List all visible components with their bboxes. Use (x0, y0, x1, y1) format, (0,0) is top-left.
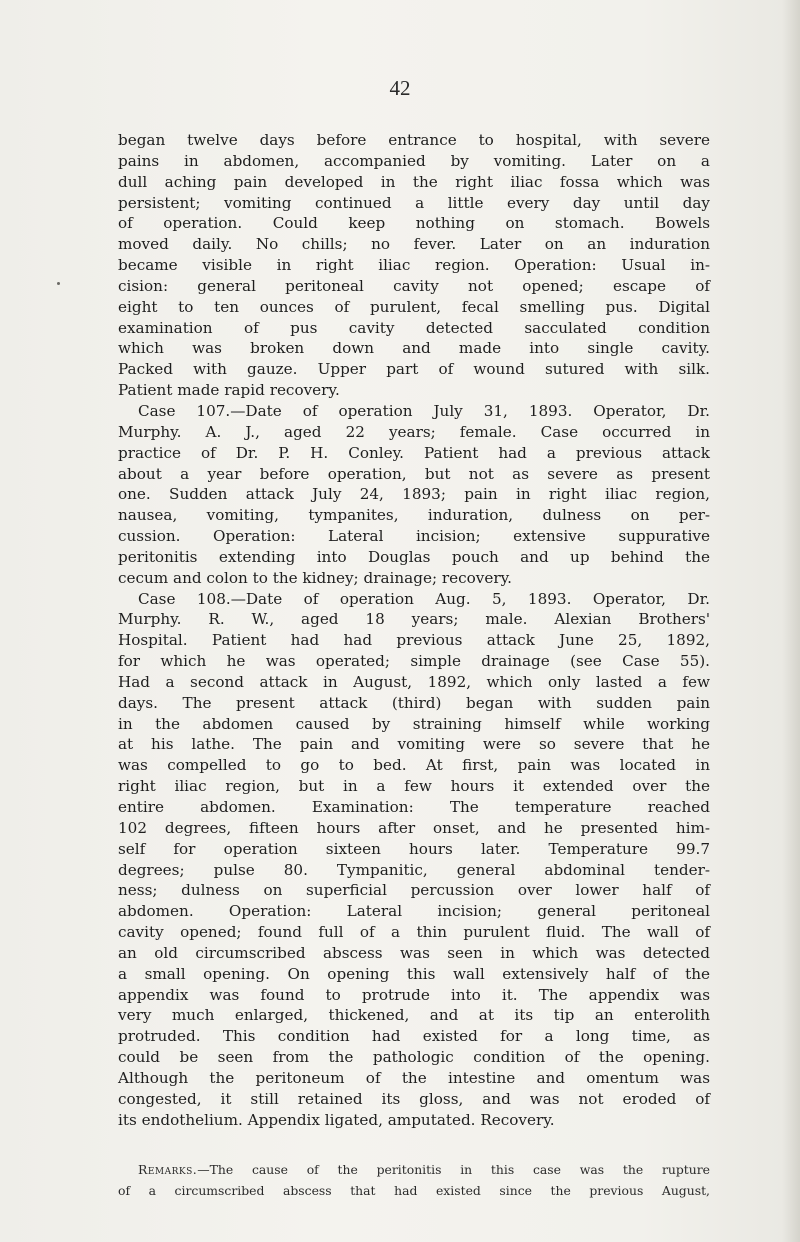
remarks-line-1 (118, 1159, 710, 1180)
text-line: could be seen from the pathologic condition of the opening. (118, 1048, 710, 1067)
text-line: a small opening. On opening this wall extensively half of the (118, 964, 710, 983)
text-line: Hospital. Patient had had previous attack June 25, 1892, (118, 631, 710, 650)
text-line: ness; dulness on superficial percussion over lower half of (118, 881, 710, 900)
text-line: persistent; vomiting continued a little every day until day (118, 193, 710, 212)
text-line: entire abdomen. Examination: The temperature reached (118, 798, 710, 816)
text-line: dull aching pain developed in the right iliac fossa which was (118, 172, 710, 191)
text-line: appendix was found to protrude into it. The appendix was (118, 985, 710, 1004)
text-line: one. Sudden attack July 24, 1893; pain in right iliac region, (118, 485, 710, 504)
text-line: cavity opened; found full of a thin purulent fluid. The wall of (118, 923, 710, 942)
text-line: about a year before operation, but not as severe as present (118, 464, 710, 483)
text-line: became visible in right iliac region. Operation: Usual in- (118, 256, 710, 275)
text-line: cussion. Operation: Lateral incision; extensive suppurative (118, 527, 710, 546)
text-line: Packed with gauze. Upper part of wound sutured with silk. (118, 360, 710, 379)
text-line: at his lathe. The pain and vomiting were so severe that he (118, 735, 710, 754)
text-line: degrees; pulse 80. Tympanitic, general abdominal tender- (118, 860, 710, 879)
text-line: Had a second attack in August, 1892, which only lasted a few (118, 672, 710, 691)
text-line: practice of Dr. P. H. Conley. Patient had a previous attack (118, 443, 710, 462)
text-line: for which he was operated; simple drainage (see Case 55). (118, 652, 710, 671)
text-line: right iliac region, but in a few hours it extended over the (118, 777, 710, 796)
text-line: congested, it still retained its gloss, and was not eroded of (118, 1089, 710, 1108)
text-line: cision: general peritoneal cavity not opened; escape of (118, 276, 710, 295)
text-line: an old circumscribed abscess was seen in which was detected (118, 943, 710, 962)
text-line: Murphy. R. W., aged 18 years; male. Alexian Brothers' (118, 610, 710, 629)
text-line: very much enlarged, thickened, and at its tip an enterolith (118, 1006, 710, 1025)
text-line: Patient made rapid recovery. (118, 381, 340, 400)
margin-mark (57, 282, 60, 285)
page-number: 42 (389, 76, 411, 100)
remarks-label: Remarks. (138, 1162, 198, 1177)
text-line: nausea, vomiting, tympanites, induration, dulness on per- (118, 506, 710, 525)
text-line: which was broken down and made into single cavity. (118, 339, 710, 358)
case-108-heading-line: Case 108.—Date of operation Aug. 5, 1893. Operator, Dr. (138, 589, 710, 608)
case-107-heading-line: Case 107.—Date of operation July 31, 1893. Operator, Dr. (138, 401, 710, 420)
text-line: moved daily. No chills; no fever. Later on an induration (118, 235, 710, 254)
body-text (118, 130, 710, 1131)
text-line: cecum and colon to the kidney; drainage; recovery. (118, 568, 513, 587)
text-line: 102 degrees, fifteen hours after onset, and he presented him- (118, 818, 710, 837)
text-line: protruded. This condition had existed for a long time, as (118, 1027, 710, 1046)
remarks-line-2: of a circumscribed abscess that had existed since the previous August, (118, 1183, 710, 1198)
remarks-note (118, 1159, 710, 1201)
remarks-text-1: —The cause of the peritonitis in this case was the rupture (197, 1162, 710, 1177)
text-line: was compelled to go to bed. At first, pain was located in (118, 756, 710, 775)
text-line: examination of pus cavity detected sacculated condition (118, 318, 710, 337)
text-line: its endothelium. Appendix ligated, amputated. Recovery. (118, 1110, 555, 1129)
text-line: peritonitis extending into Douglas pouch and up behind the (118, 547, 710, 566)
text-line: Although the peritoneum of the intestine and omentum was (118, 1068, 710, 1087)
text-line: self for operation sixteen hours later. Temperature 99.7 (118, 839, 710, 858)
text-line: Murphy. A. J., aged 22 years; female. Case occurred in (118, 422, 710, 441)
text-line: in the abdomen caused by straining himself while working (118, 714, 710, 733)
text-line: days. The present attack (third) began with sudden pain (118, 693, 710, 712)
text-line: abdomen. Operation: Lateral incision; general peritoneal (118, 902, 710, 921)
text-line: eight to ten ounces of purulent, fecal smelling pus. Digital (118, 297, 710, 316)
page-edge-shadow (782, 0, 800, 1242)
text-line: of operation. Could keep nothing on stomach. Bowels (118, 214, 710, 233)
text-line: began twelve days before entrance to hospital, with severe (118, 131, 710, 149)
text-line: pains in abdomen, accompanied by vomiting. Later on a (118, 151, 710, 170)
